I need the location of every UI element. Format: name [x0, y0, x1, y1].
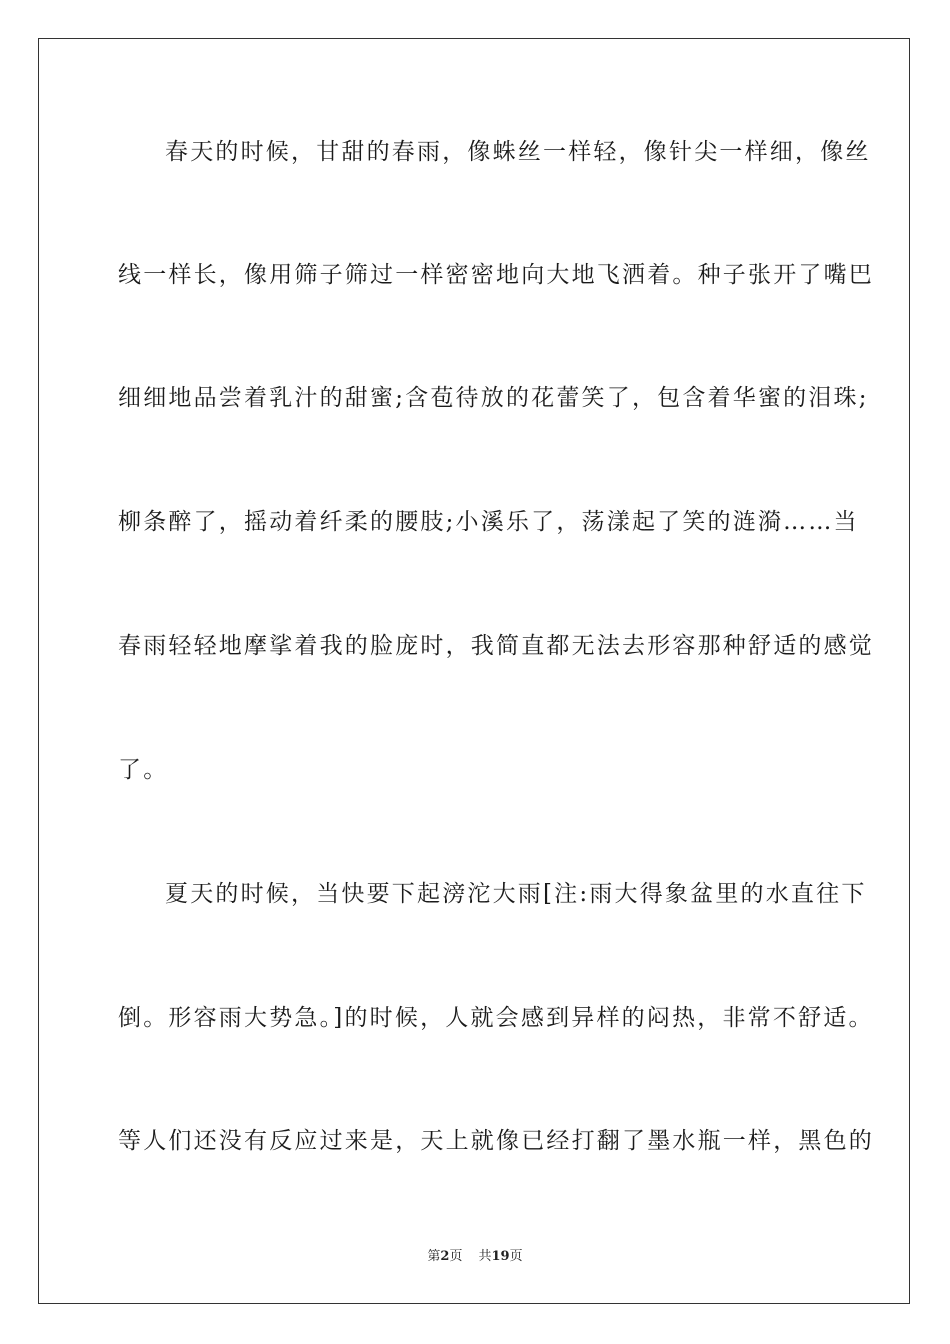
paragraph-1-line-3: 细细地品尝着乳汁的甜蜜;含苞待放的花蕾笑了，包含着华蜜的泪珠;: [118, 385, 869, 411]
paragraph-1-line-1: 春天的时候，甘甜的春雨，像蛛丝一样轻，像针尖一样细，像丝: [165, 139, 871, 165]
footer-page-suffix: 页: [449, 1249, 463, 1264]
paragraph-1-line-4: 柳条醉了，摇动着纤柔的腰肢;小溪乐了，荡漾起了笑的涟漪……当: [118, 509, 859, 535]
page-border: [38, 38, 910, 1304]
paragraph-2-line-3: 等人们还没有反应过来是，天上就像已经打翻了墨水瓶一样，黑色的: [118, 1128, 874, 1154]
footer-page-prefix: 第: [427, 1249, 441, 1264]
paragraph-1-line-6: 了。: [118, 757, 169, 783]
page-footer: [0, 1248, 950, 1266]
paragraph-2-line-1: 夏天的时候，当快要下起滂沱大雨[注:雨大得象盆里的水直往下: [165, 881, 867, 907]
paragraph-1-line-5: 春雨轻轻地摩挲着我的脸庞时，我简直都无法去形容那种舒适的感觉: [118, 633, 874, 659]
paragraph-1-line-2: 线一样长，像用筛子筛过一样密密地向大地飞洒着。种子张开了嘴巴: [118, 262, 874, 288]
footer-page-number: 2: [440, 1249, 450, 1264]
footer-total-pages: 19: [491, 1249, 510, 1264]
footer-total-prefix: 共: [478, 1249, 492, 1264]
footer-total-suffix: 页: [509, 1249, 523, 1264]
paragraph-2-line-2: 倒。形容雨大势急。]的时候，人就会感到异样的闷热，非常不舒适。: [118, 1005, 874, 1031]
